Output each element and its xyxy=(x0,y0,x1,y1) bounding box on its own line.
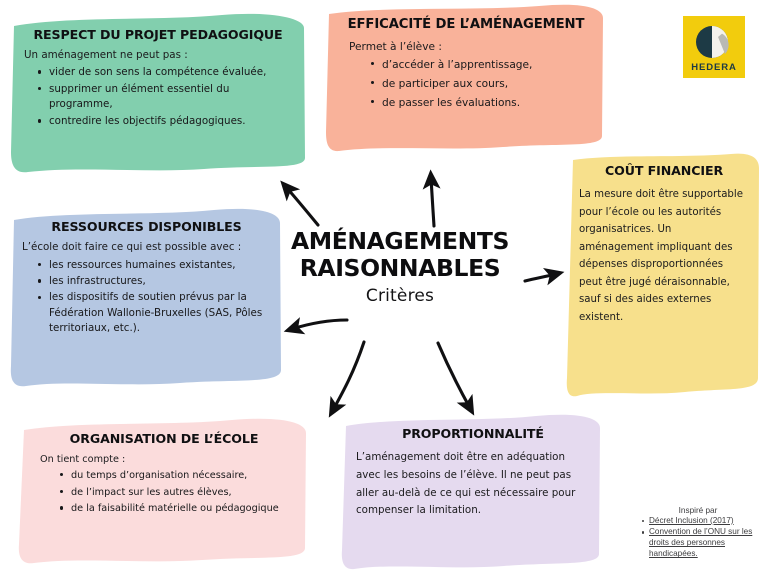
arrow-to-efficacite xyxy=(431,178,434,226)
list-item: d’accéder à l’apprentissage, xyxy=(369,57,589,73)
list-item: du temps d’organisation nécessaire, xyxy=(58,468,294,483)
card-bullet-list xyxy=(24,65,292,130)
list-item: supprimer un élément essentiel du programme, xyxy=(36,82,292,113)
card-bullet-list xyxy=(34,468,294,516)
credit-link-convention-onu[interactable]: Convention de l’ONU sur les droits des personnes handicapées. xyxy=(649,527,753,559)
card-title: PROPORTIONNALITÉ xyxy=(402,426,544,441)
page-subtitle: Critères xyxy=(365,286,435,307)
card-paragraph: La mesure doit être supportable pour l’école ou les autorités organisatrices. Un aménagement impliquant des dépenses disproportionnées peut être jugé déraisonnable, sauf si des aides externes existent. xyxy=(579,189,743,323)
card-paragraph: L’aménagement doit être en adéquation avec les besoins de l’élève. Il ne peut pas aller au-delà de ce qui est nécessaire pour compenser la limitation. xyxy=(356,451,576,517)
card-intro: L’école doit faire ce qui est possible avec : xyxy=(22,241,242,254)
list-item: de passer les évaluations. xyxy=(369,95,589,111)
list-item: contredire les objectifs pédagogiques. xyxy=(36,114,292,130)
list-item: de la faisabilité matérielle ou pédagogique xyxy=(58,501,294,516)
card-organisation-de-lecole xyxy=(16,418,308,568)
list-item: de l’impact sur les autres élèves, xyxy=(58,485,294,500)
card-efficacite-de-lamenagement xyxy=(325,4,605,156)
credit-block xyxy=(632,506,764,561)
credit-link-list xyxy=(632,516,764,560)
center-hub xyxy=(272,228,528,338)
list-item: les ressources humaines existantes, xyxy=(36,258,271,273)
card-title: ORGANISATION DE L’ÉCOLE xyxy=(69,431,259,446)
card-title: RESPECT DU PROJET PEDAGOGIQUE xyxy=(33,27,283,42)
arrow-to-respect xyxy=(286,187,318,225)
card-intro: Permet à l’élève : xyxy=(349,40,442,53)
arrow-to-cout xyxy=(525,274,556,281)
card-proportionnalite xyxy=(340,414,602,572)
card-title: EFFICACITÉ DE L’AMÉNAGEMENT xyxy=(347,17,585,32)
arrow-to-organisation xyxy=(333,342,364,410)
card-intro: Un aménagement ne peut pas : xyxy=(24,49,188,62)
card-cout-financier xyxy=(565,152,761,402)
card-intro: On tient compte : xyxy=(40,454,126,466)
page-title-line1: AMÉNAGEMENTS xyxy=(290,227,510,255)
credit-heading: Inspiré par xyxy=(678,506,718,515)
page-title-line2: RAISONNABLES xyxy=(299,253,501,282)
credit-link-decret[interactable]: Décret Inclusion (2017) xyxy=(649,516,734,525)
page-title xyxy=(272,228,528,281)
card-title: RESSOURCES DISPONIBLES xyxy=(51,219,242,234)
list-item: les infrastructures, xyxy=(36,274,271,289)
credit-list-item xyxy=(642,516,764,527)
arrow-to-proportionnalite xyxy=(438,343,470,408)
card-title: COÛT FINANCIER xyxy=(604,163,724,178)
list-item: vider de son sens la compétence évaluée, xyxy=(36,65,292,81)
list-item: de participer aux cours, xyxy=(369,76,589,92)
list-item: les dispositifs de soutien prévus par la Fédération Wallonie-Bruxelles (SAS, Pôles territoriaux, etc.). xyxy=(36,290,271,336)
card-respect-du-projet-pedagogique xyxy=(8,12,308,177)
card-bullet-list xyxy=(22,258,271,337)
logo-wordmark: HEDERA xyxy=(691,62,737,73)
card-bullet-list xyxy=(343,57,589,111)
credit-list-item xyxy=(642,527,764,560)
hedera-logo xyxy=(683,16,745,78)
card-ressources-disponibles xyxy=(8,208,283,391)
